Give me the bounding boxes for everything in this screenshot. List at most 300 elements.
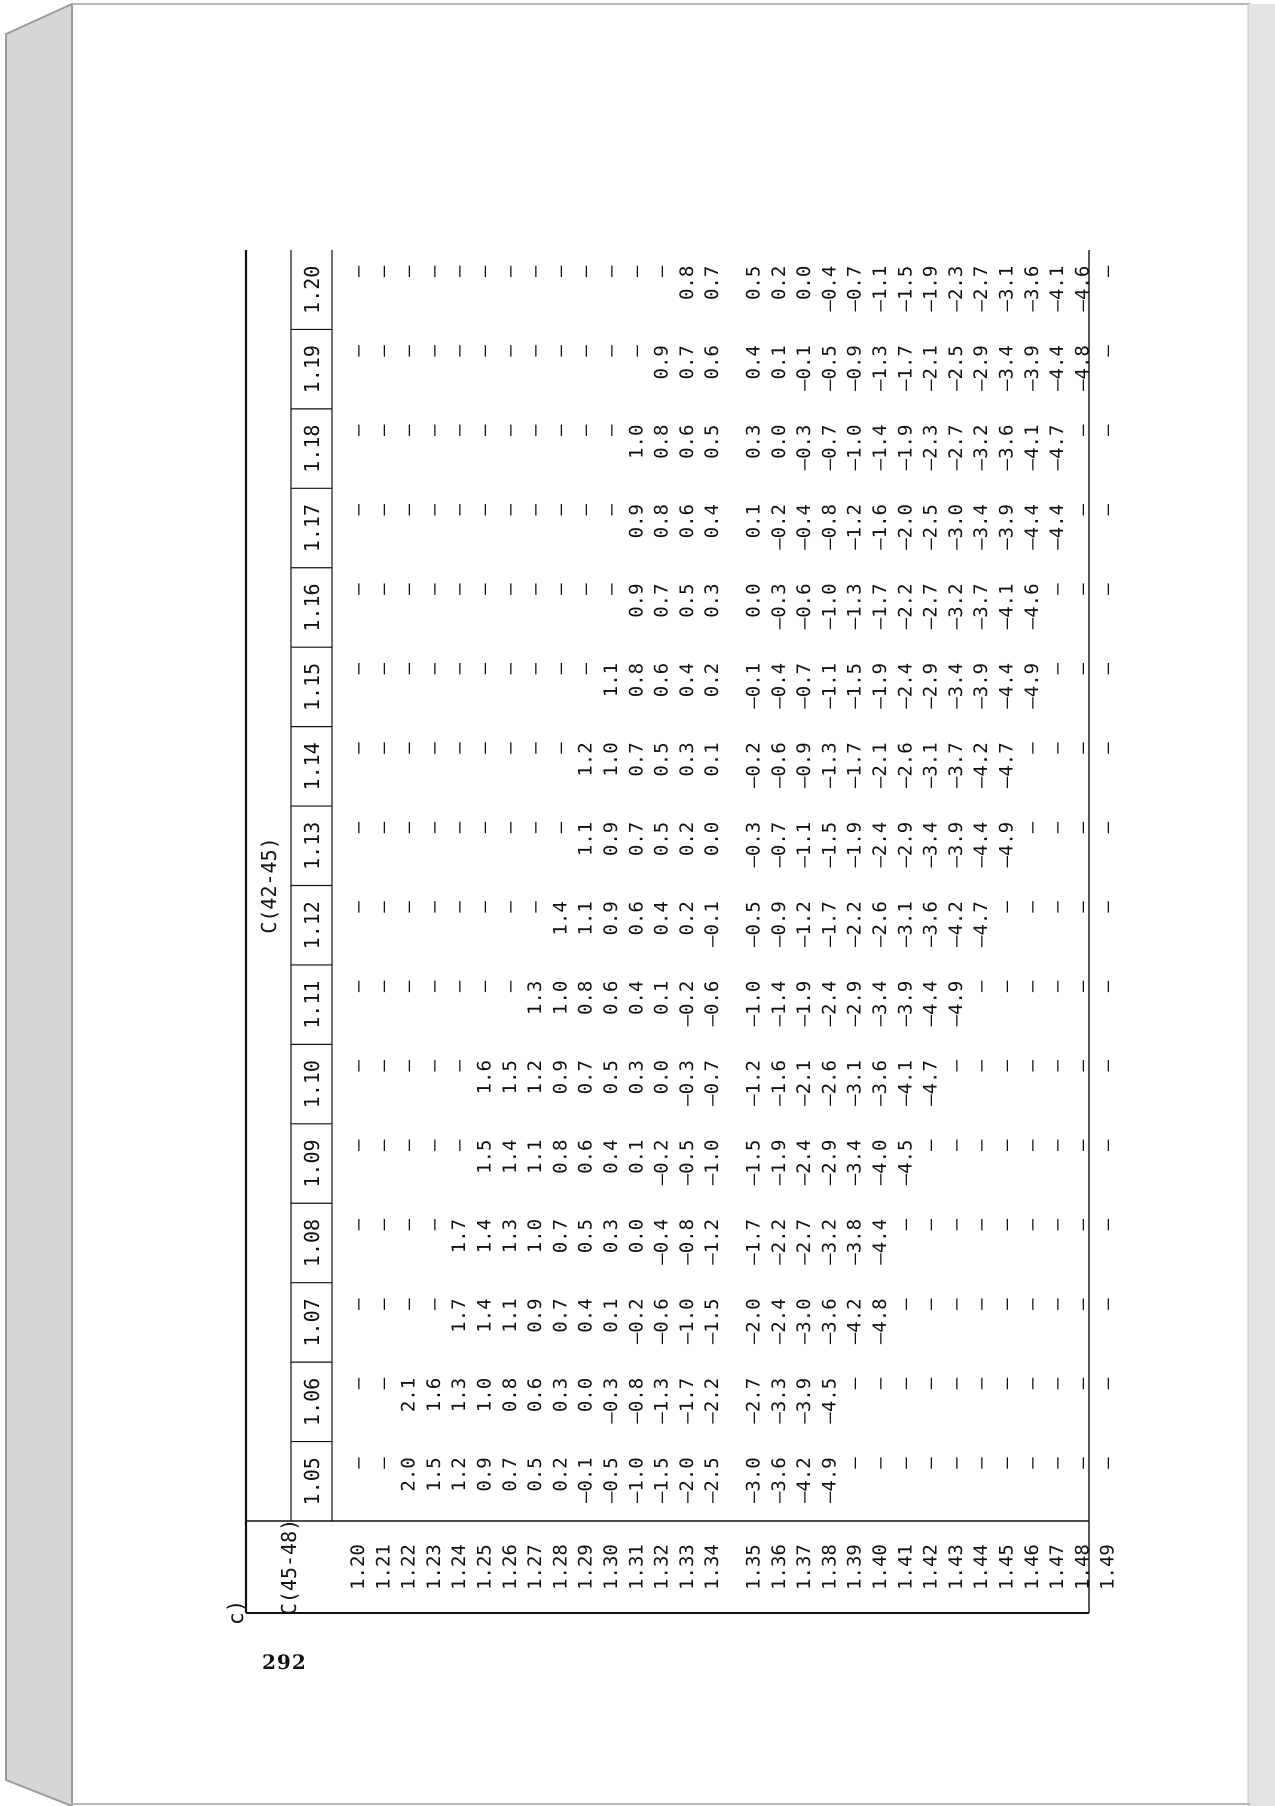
table-cell: — [524,662,547,675]
table-cell: —0.5 [742,901,765,947]
table-cell: — [944,1377,967,1390]
table-cell: —4.2 [843,1298,866,1345]
table-cell: — [422,901,445,913]
table-cell: — [347,1060,369,1072]
table-cell: 0.6 [600,980,622,1015]
row-label: 1.29 [574,1544,597,1590]
table-cell: — [995,1139,1018,1151]
column-header: 1.10 [300,1060,324,1109]
table-cell: — [422,1298,445,1310]
table-cell: —1.5 [843,662,866,709]
column-header: 1.17 [300,503,324,553]
table-cell: —1.3 [869,345,891,391]
table-cell: —2.4 [793,1139,816,1186]
table-cell: — [1071,901,1094,913]
table-cell: 1.1 [574,901,597,936]
table-cell: —0.1 [574,1457,597,1504]
table-cell: — [448,662,471,675]
row-label: 1.42 [919,1544,942,1590]
table-cell: 1.2 [524,1060,547,1095]
table-cell: — [1046,1060,1069,1072]
table-cell: 1.4 [498,1139,521,1174]
table-cell: — [372,504,395,516]
row-label: 1.44 [970,1544,993,1590]
table-cell: 0.0 [793,265,816,301]
table-cell: 1.3 [524,980,547,1015]
table-cell: —4.4 [919,980,942,1027]
table-cell: — [347,345,369,357]
table-cell: — [397,265,420,278]
row-label: 1.46 [1020,1544,1043,1590]
table-cell: 0.8 [574,980,597,1015]
table-cell: — [919,1457,942,1469]
table-cell: 0.7 [625,821,648,857]
table-cell: —4.8 [869,1298,891,1345]
table-cell: — [498,980,521,993]
table-cell: —1.1 [869,265,891,312]
table-cell: — [347,504,369,516]
row-label: 1.24 [448,1544,471,1590]
table-cell: — [1071,1218,1094,1231]
table-cell: — [1071,821,1094,834]
table-cell: 0.7 [650,583,673,618]
table-cell: —1.1 [818,662,841,709]
table-cell: 0.2 [549,1457,572,1492]
table-cell: —3.0 [793,1298,816,1345]
table-cell: — [347,1218,369,1231]
table-cell: 1.1 [524,1139,547,1174]
table-cell: — [372,1298,395,1310]
table-cell: 1.0 [600,742,622,777]
table-cell: — [995,901,1018,913]
table-cell: — [448,980,471,993]
table-cell: 1.4 [473,1218,496,1254]
row-label: 1.21 [372,1544,395,1590]
table-cell: — [995,1060,1018,1072]
table-cell: — [397,980,420,993]
row-label: 1.34 [701,1544,724,1590]
table-cell: —0.8 [625,1377,648,1424]
table-cell: — [372,901,395,913]
table-cell: —3.4 [919,821,942,868]
table-cell: — [970,1298,993,1310]
table-cell: —0.3 [600,1377,622,1424]
row-label: 1.48 [1071,1544,1094,1590]
table-cell: —2.3 [944,265,967,312]
table-cell: 0.3 [742,424,765,459]
table-cell: — [448,265,471,278]
table-cell: —1.5 [742,1139,765,1186]
table-cell: — [843,1457,866,1469]
table-cell: —1.4 [869,424,891,471]
table-cell: —4.7 [1046,424,1069,471]
table-cell: — [995,980,1018,993]
table-cell: —0.4 [793,504,816,550]
table-cell: —0.3 [675,1060,698,1106]
table-cell: — [347,1139,369,1151]
table-cell: — [473,742,496,754]
table-cell: — [944,1139,967,1151]
table-cell: — [625,265,648,278]
table-cell: —4.4 [970,821,993,868]
table-cell: —2.1 [919,345,942,391]
table-cell: 0.5 [650,821,673,857]
table-cell: —4.1 [1020,424,1043,471]
table-cell: —1.9 [843,821,866,868]
table-cell: — [894,1298,917,1310]
table-cell: — [869,1377,891,1390]
table-cell: 0.3 [701,583,724,618]
table-cell: —1.9 [919,265,942,312]
table-cell: — [1071,742,1094,754]
table-cell: —2.2 [894,583,917,630]
table-cell: — [448,424,471,437]
table-cell: —2.2 [767,1218,790,1265]
table-cell: — [1020,1060,1043,1072]
table-cell: —2.4 [894,662,917,709]
row-label: 1.31 [625,1544,648,1590]
table-cell: —0.6 [701,980,724,1027]
table-cell: 2.1 [397,1377,420,1413]
table-cell: — [574,424,597,437]
table-cell: —3.4 [970,504,993,550]
table-cell: — [995,1457,1018,1469]
table-cell: — [524,345,547,357]
table-cell: — [397,1298,420,1310]
table-cell: — [919,1218,942,1231]
table-cell: — [549,583,572,595]
table-cell: —3.3 [767,1377,790,1424]
table-cell: —3.6 [767,1457,790,1504]
table-cell: — [473,662,496,675]
table-cell: —1.7 [742,1218,765,1265]
table-cell: —1.3 [818,742,841,789]
table-cell: —2.7 [944,424,967,471]
table-cell: 0.8 [650,504,673,539]
table-cell: — [372,821,395,834]
table-cell: 0.6 [650,662,673,698]
table-cell: — [524,742,547,754]
row-label: 1.38 [818,1544,841,1590]
table-cell: — [1096,1377,1119,1390]
table-cell: 0.9 [625,583,648,618]
table-cell: —0.2 [742,742,765,789]
table-cell: —3.1 [843,1060,866,1106]
table-cell: — [549,662,572,675]
table-cell: —0.3 [742,821,765,868]
table-cell: —0.7 [701,1060,724,1106]
table-cell: —4.9 [995,821,1018,868]
table-cell: 0.1 [625,1139,648,1174]
table-cell: — [473,345,496,357]
table-cell: — [372,1218,395,1231]
table-cell: — [448,1060,471,1072]
table-cell: 0.0 [742,583,765,618]
table-cell: 1.0 [549,980,572,1015]
table-cell: —3.8 [843,1218,866,1265]
table-cell: — [372,980,395,993]
table-cell: — [650,265,673,278]
table-cell: — [422,980,445,993]
table-cell: — [372,662,395,675]
table-cell: —1.2 [701,1218,724,1265]
table-cell: —2.0 [675,1457,698,1504]
table-cell: — [422,583,445,595]
table-cell: —2.6 [869,901,891,947]
table-cell: —0.7 [793,662,816,709]
table-cell: —0.7 [843,265,866,312]
table-cell: 0.2 [701,662,724,698]
table-cell: 0.3 [600,1218,622,1254]
table-cell: —4.7 [919,1060,942,1106]
table-cell: — [372,1139,395,1151]
table-cell: 0.0 [625,1218,648,1254]
table-cell: —2.7 [742,1377,765,1424]
table-cell: — [574,265,597,278]
table-cell: —0.3 [793,424,816,471]
table-cell: — [843,1377,866,1390]
table-cell: —1.3 [650,1377,673,1424]
table-cell: — [549,504,572,516]
table-cell: —4.7 [970,901,993,947]
table-cell: 0.1 [650,980,673,1015]
row-label: 1.43 [944,1544,967,1590]
data-table [224,245,1119,1625]
table-cell: — [422,1139,445,1151]
table-cell: — [600,504,622,516]
table-cell: — [549,424,572,437]
table-cell: —2.5 [701,1457,724,1504]
table-cell: —1.1 [793,821,816,868]
table-cell: —4.6 [1071,265,1094,312]
table-cell: —0.4 [818,265,841,312]
table-cell: —0.2 [767,504,790,550]
table-cell: —1.5 [701,1298,724,1345]
column-header: 1.12 [300,901,324,950]
table-cell: —0.9 [843,345,866,391]
table-cell: 0.0 [574,1377,597,1413]
table-cell: — [970,1139,993,1151]
row-label: 1.33 [675,1544,698,1590]
table-cell: —3.1 [995,265,1018,312]
table-cell: 0.1 [742,504,765,539]
table-cell: — [600,583,622,595]
table-cell: — [919,1377,942,1390]
table-cell: — [894,1377,917,1390]
table-cell: — [372,424,395,437]
table-cell: 0.0 [650,1060,673,1095]
table-cell: 0.9 [549,1060,572,1095]
table-cell: —3.2 [944,583,967,630]
table-cell: 1.7 [448,1218,471,1254]
table-cell: 0.2 [675,821,698,857]
table-cell: 0.5 [675,583,698,618]
table-cell: 0.8 [650,424,673,459]
table-cell: — [995,1218,1018,1231]
table-cell: 0.4 [701,504,724,539]
table-cell: —3.6 [1020,265,1043,312]
table-cell: —4.1 [995,583,1018,630]
table-cell: 1.5 [422,1457,445,1492]
table-cell: 0.9 [650,345,673,380]
table-cell: —4.5 [894,1139,917,1186]
table-cell: — [524,821,547,834]
table-cell: —3.0 [742,1457,765,1504]
table-cell: 0.7 [574,1060,597,1095]
table-cell: —2.0 [894,504,917,550]
table-cell: —3.4 [843,1139,866,1186]
table-cell: — [397,742,420,754]
table-cell: —2.2 [843,901,866,947]
table-cell: — [574,583,597,595]
table-cell: — [448,1139,471,1151]
table-cell: — [422,742,445,754]
column-header: 1.05 [300,1457,324,1506]
column-header: 1.13 [300,821,324,870]
table-cell: —1.0 [625,1457,648,1504]
table-cell: —4.6 [1020,583,1043,630]
table-cell: 0.8 [625,662,648,698]
table-cell: — [473,821,496,834]
table-cell: 0.7 [498,1457,521,1492]
table-cell: 1.1 [498,1298,521,1333]
page-number: 292 [262,1650,307,1674]
table-cell: 0.3 [675,742,698,777]
table-cell: 0.7 [549,1218,572,1254]
row-label: 1.47 [1046,1544,1069,1590]
table-cell: — [498,504,521,516]
table-cell: — [1071,424,1094,437]
column-header: 1.18 [300,424,324,473]
table-cell: —4.2 [970,742,993,789]
table-cell: —2.7 [970,265,993,312]
table-cell: 1.0 [625,424,648,459]
table-cell: —1.2 [843,504,866,550]
table-cell: — [524,583,547,595]
table-cell: 1.4 [473,1298,496,1333]
table-cell: — [397,424,420,437]
table-cell: —2.3 [919,424,942,471]
table-cell: — [524,901,547,913]
table-cell: — [1071,1139,1094,1151]
table-cell: —1.7 [675,1377,698,1424]
table-cell: —4.2 [793,1457,816,1504]
table-cell: —1.2 [793,901,816,947]
table-cell: — [894,1457,917,1469]
table-cell: — [1071,1060,1094,1072]
table-cell: — [473,265,496,278]
table-cell: 2.0 [397,1457,420,1492]
table-cell: —0.5 [600,1457,622,1504]
table-cell: — [970,1060,993,1072]
table-caption: c) [224,1599,248,1625]
table-cell: —1.4 [767,980,790,1027]
column-header: 1.06 [300,1377,324,1426]
table-cell: —3.6 [995,424,1018,471]
table-cell: — [397,345,420,357]
table-cell: 0.1 [767,345,790,380]
table-cell: 0.6 [625,901,648,936]
row-label: 1.32 [650,1544,673,1590]
table-cell: —1.2 [742,1060,765,1106]
table-cell: — [869,1457,891,1469]
table-cell: — [422,662,445,675]
table-cell: — [1096,901,1119,913]
table-cell: —3.1 [919,742,942,789]
table-cell: — [422,424,445,437]
table-cell: — [549,265,572,278]
column-header: 1.19 [300,345,324,394]
column-group-header: C(42-45) [257,837,281,934]
table-cell: — [1071,1377,1094,1390]
table-cell: 0.9 [600,901,622,936]
table-cell: — [970,980,993,993]
table-cell: — [473,901,496,913]
table-cell: 0.6 [524,1377,547,1413]
table-cell: —0.7 [767,821,790,868]
table-cell: 1.6 [473,1060,496,1095]
table-cell: —2.9 [843,980,866,1027]
table-cell: —0.5 [818,345,841,391]
table-cell: 0.5 [650,742,673,777]
table-cell: — [1046,583,1069,595]
row-label: 1.39 [843,1544,866,1590]
table-cell: 0.5 [701,424,724,459]
row-label: 1.27 [524,1544,547,1590]
table-cell: —1.5 [650,1457,673,1504]
table-cell: 0.9 [600,821,622,857]
table-cell: — [1096,1298,1119,1310]
table-cell: —1.0 [742,980,765,1027]
table-cell: — [498,662,521,675]
table-cell: 0.6 [574,1139,597,1174]
table-cell: —3.9 [894,980,917,1027]
table-cell: —3.9 [944,821,967,868]
table-cell: — [549,821,572,834]
table-cell: 1.7 [448,1298,471,1333]
table-cell: 0.5 [600,1060,622,1095]
row-label: 1.22 [397,1544,420,1590]
table-cell: —4.1 [1046,265,1069,312]
table-cell: —4.4 [869,1218,891,1265]
table-cell: — [1020,742,1043,754]
table-cell: — [448,345,471,357]
table-cell: —2.1 [869,742,891,789]
table-cell: —4.2 [944,901,967,947]
table-cell: — [944,1218,967,1231]
table-cell: —1.7 [869,583,891,630]
table-cell: — [1020,980,1043,993]
table-cell: — [1020,1298,1043,1310]
table-cell: —0.2 [625,1298,648,1345]
table-cell: 1.6 [422,1377,445,1413]
table-cell: — [397,504,420,516]
table-cell: —0.6 [650,1298,673,1345]
table-cell: — [1096,821,1119,834]
table-cell: —3.6 [919,901,942,947]
table-cell: 0.4 [650,901,673,936]
rotated-table-region [224,245,1119,1625]
table-cell: —2.0 [742,1298,765,1345]
table-cell: — [372,583,395,595]
table-cell: —3.9 [970,662,993,709]
table-cell: —2.4 [767,1298,790,1345]
column-header: 1.09 [300,1139,324,1188]
table-cell: — [448,742,471,754]
table-cell: — [600,265,622,278]
table-cell: — [1071,583,1094,595]
table-cell: 0.4 [742,345,765,380]
